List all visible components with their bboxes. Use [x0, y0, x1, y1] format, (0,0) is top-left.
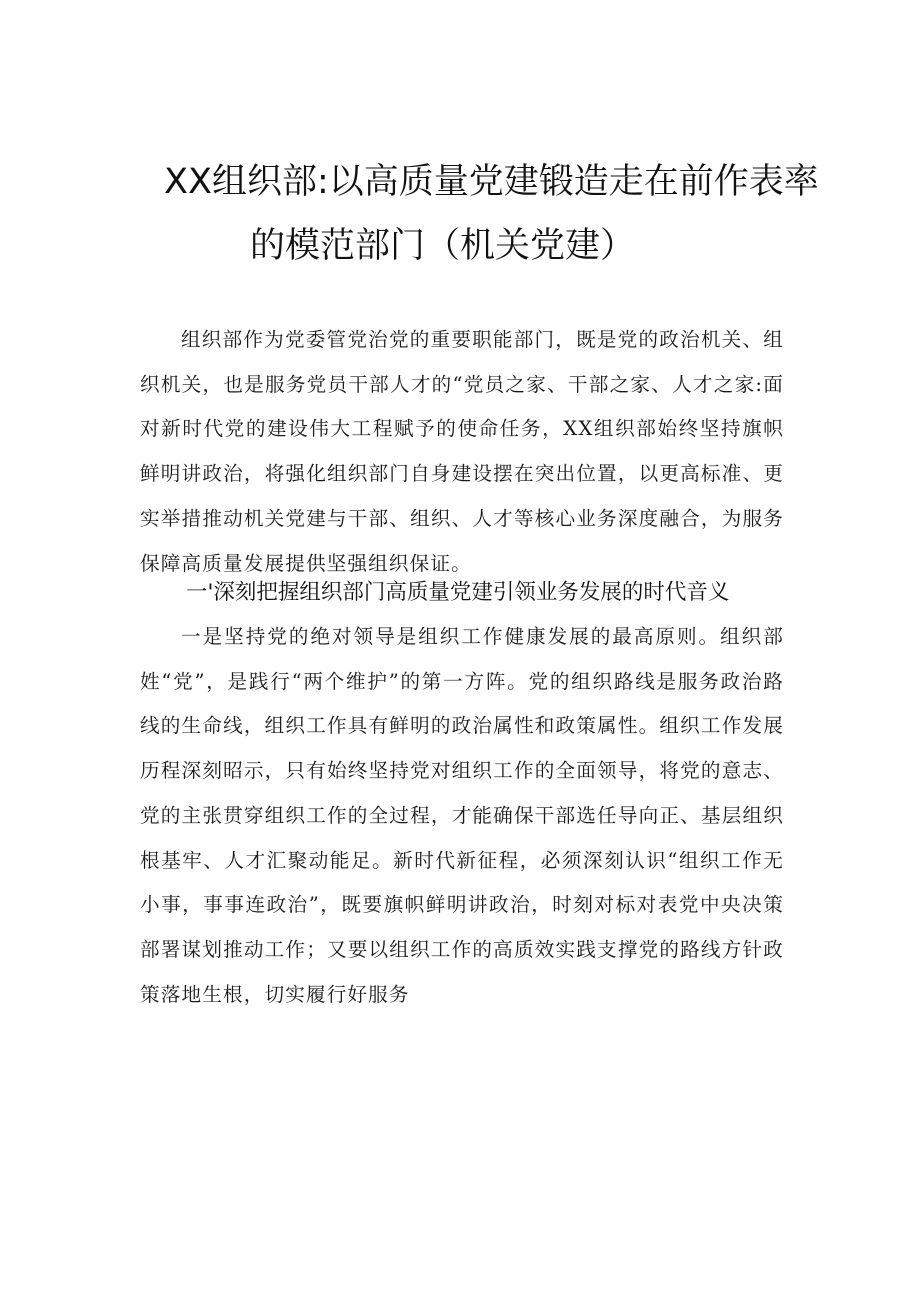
intro-paragraph: 组织部作为党委管党治党的重要职能部门，既是党的政治机关、组织机关，也是服务党员干部人才的“党员之家、干部之家、人才之家:面对新时代党的建设伟大工程赋予的使命任务，XX组织部始终坚持旗帜鲜明讲政治，将强化组织部门自身建设摆在突出位置，以更高标准、更实举措推动机关党建与干部、组织、人才等核心业务深度融合，为服务保障高质量发展提供坚强组织保证。	[140, 328, 784, 575]
document-title-line-2: 的模范部门（机关党建）	[250, 226, 636, 266]
section-heading-1: 一'深刻把握组织部门高质量党建引领业务发展的时代音义	[186, 580, 730, 605]
document-title-line-1: XX组织部:以高质量党建锻造走在前作表率	[164, 162, 819, 202]
section-paragraph-1: 一是坚持党的绝对领导是组织工作健康发展的最高原则。组织部姓“党”，是践行“两个维护”的第一方阵。党的组织路线是服务政治路线的生命线，组织工作具有鲜明的政治属性和政策属性。组织工作发展历程深刻昭示，只有始终坚持党对组织工作的全面领导，将党的意志、党的主张贯穿组织工作的全过程，才能确保干部选任导向正、基层组织根基牢、人才汇聚动能足。新时代新征程，必须深刻认识“组织工作无小事，事事连政治”，既要旗帜鲜明讲政治，时刻对标对表党中央决策部署谋划推动工作；又要以组织工作的高质效实践支撑党的路线方针政策落地生根，切实履行好服务	[140, 625, 784, 1006]
